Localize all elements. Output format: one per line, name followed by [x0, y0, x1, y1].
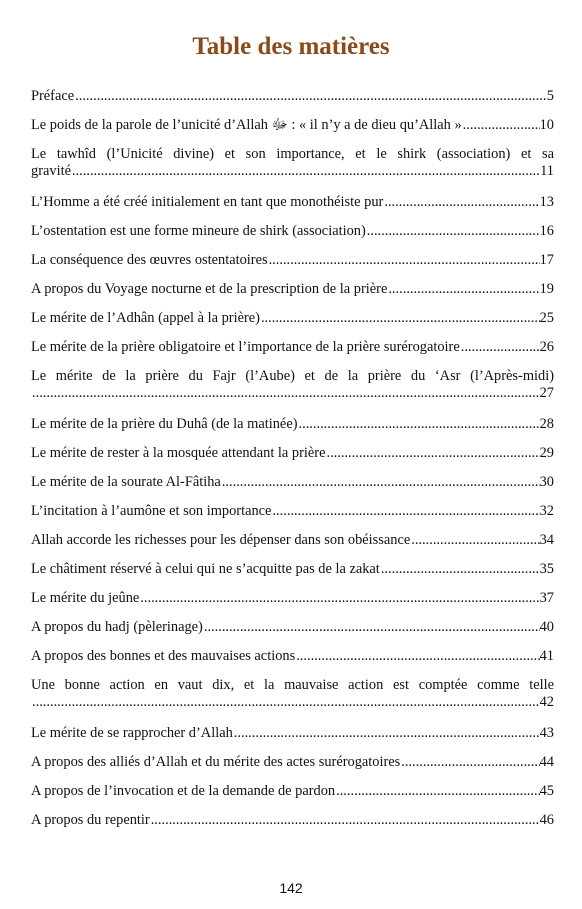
toc-entry-title: Le tawhîd (l’Unicité divine) et son importance, et le shirk (association) et sa: [31, 146, 554, 162]
toc-entry[interactable]: [31, 561, 554, 578]
toc-page-number: 35: [539, 561, 554, 577]
toc-page-number: 16: [539, 223, 554, 239]
toc-entry-title: A propos des bonnes et des mauvaises actions: [31, 648, 296, 664]
toc-page-number: 34: [539, 532, 554, 548]
toc-entry-title: Le mérite de l’Adhân (appel à la prière): [31, 310, 260, 326]
toc-entry-title: A propos des alliés d’Allah et du mérite des actes surérogatoires: [31, 754, 401, 770]
toc-entry-title: Le poids de la parole de l’unicité d’Allah ﷻ : « il n’y a de dieu qu’Allah »: [31, 117, 462, 133]
toc-entry-title: Une bonne action en vaut dix, et la mauvaise action est comptée comme telle: [31, 677, 554, 693]
toc-leader: [400, 754, 539, 771]
toc-page-number: 19: [539, 281, 554, 297]
toc-entry[interactable]: [31, 648, 554, 665]
toc-page-number: 37: [539, 590, 554, 606]
toc-entry-title: A propos du hadj (pèlerinage): [31, 619, 203, 635]
toc-leader: [260, 310, 540, 327]
toc-entry-title: A propos du repentir: [31, 812, 150, 828]
toc-leader: [150, 812, 540, 829]
toc-entry[interactable]: [31, 223, 554, 240]
toc-leader: [139, 590, 539, 607]
toc-entry-title-continued: gravité: [31, 163, 71, 179]
toc-page-number: 43: [539, 725, 554, 741]
toc-leader: [380, 561, 540, 578]
toc-leader: [221, 474, 540, 491]
toc-page-number: 30: [539, 474, 554, 490]
toc-page-number: 40: [539, 619, 554, 635]
toc-entry[interactable]: [31, 310, 554, 327]
toc-page-number: 45: [539, 783, 554, 799]
page-title: Table des matières: [192, 33, 390, 60]
toc-entry[interactable]: [31, 194, 554, 211]
toc-entry-title: La conséquence des œuvres ostentatoires: [31, 252, 268, 268]
toc-entry-title: Allah accorde les richesses pour les dépenser dans son obéissance: [31, 532, 411, 548]
toc-entry-title: Le mérite du jeûne: [31, 590, 140, 606]
toc-entry[interactable]: [31, 146, 554, 180]
toc-entry[interactable]: [31, 619, 554, 636]
toc-entry[interactable]: [31, 812, 554, 829]
toc-entry-title: L’incitation à l’aumône et son importance: [31, 503, 272, 519]
toc-entry-title: Le mérite de rester à la mosquée attendant la prière: [31, 445, 326, 461]
toc-leader: [325, 445, 539, 462]
toc-entry-title: A propos de l’invocation et de la demande de pardon: [31, 783, 336, 799]
toc-entry[interactable]: [31, 117, 554, 134]
toc-page-number: 11: [540, 163, 554, 179]
toc-leader: [298, 416, 540, 433]
toc-leader: [366, 223, 540, 240]
toc-entry-title: A propos du Voyage nocturne et de la prescription de la prière: [31, 281, 388, 297]
toc-page-number: 29: [539, 445, 554, 461]
toc-entry[interactable]: [31, 88, 554, 105]
toc-leader: [410, 532, 539, 549]
toc-entry-title: Le mérite de la sourate Al-Fâtiha: [31, 474, 221, 490]
toc-entry[interactable]: [31, 252, 554, 269]
toc-entry-title: Le mérite de la prière du Duhâ (de la matinée): [31, 416, 298, 432]
toc-leader: [271, 503, 539, 520]
toc-page-number: 28: [539, 416, 554, 432]
toc-leader: [387, 281, 539, 298]
toc-leader: [460, 339, 540, 356]
toc-entry-title: Le châtiment réservé à celui qui ne s’acquitte pas de la zakat: [31, 561, 380, 577]
toc-page-number: 44: [539, 754, 554, 770]
toc-leader: [31, 694, 540, 711]
toc-entry[interactable]: [31, 590, 554, 607]
toc-page-number: 46: [539, 812, 554, 828]
toc-page-number: 27: [539, 385, 554, 401]
toc-entry-title: Préface: [31, 88, 75, 104]
toc-entry[interactable]: [31, 416, 554, 433]
toc-page-number: 10: [539, 117, 554, 133]
toc-entry-title: Le mérite de se rapprocher d’Allah: [31, 725, 233, 741]
toc-page-number: 42: [539, 694, 554, 710]
toc-entry-title: Le mérite de la prière du Fajr (l’Aube) et de la prière du ‘Asr (l’Après-midi): [31, 368, 554, 384]
toc-page-number: 5: [546, 88, 554, 104]
toc-leader: [74, 88, 547, 105]
toc-page-number: 26: [539, 339, 554, 355]
toc-entry[interactable]: [31, 445, 554, 462]
toc-leader: [462, 117, 540, 134]
toc-page-number: 13: [539, 194, 554, 210]
toc-entry[interactable]: [31, 677, 554, 711]
toc-page-number: 17: [539, 252, 554, 268]
toc-page-number: 41: [539, 648, 554, 664]
toc-entry[interactable]: [31, 754, 554, 771]
toc-leader: [233, 725, 540, 742]
toc-entry[interactable]: [31, 503, 554, 520]
toc-entry[interactable]: [31, 368, 554, 402]
toc-leader: [335, 783, 540, 800]
toc-entry[interactable]: [31, 339, 554, 356]
toc-leader: [383, 194, 539, 211]
toc-leader: [295, 648, 539, 665]
toc-entry[interactable]: [31, 281, 554, 298]
toc-leader: [268, 252, 540, 269]
toc-leader: [71, 163, 540, 180]
toc-leader: [203, 619, 540, 636]
toc-entry-title: Le mérite de la prière obligatoire et l’importance de la prière surérogatoire: [31, 339, 460, 355]
toc-entry-title: L’Homme a été créé initialement en tant que monothéiste pur: [31, 194, 384, 210]
toc-page-number: 25: [539, 310, 554, 326]
toc-page-number: 32: [539, 503, 554, 519]
toc-leader: [31, 385, 540, 402]
toc-entry[interactable]: [31, 532, 554, 549]
toc-entry[interactable]: [31, 474, 554, 491]
page-number: 142: [279, 880, 303, 896]
toc-entry[interactable]: [31, 783, 554, 800]
toc-entry[interactable]: [31, 725, 554, 742]
toc-entry-title: L’ostentation est une forme mineure de shirk (association): [31, 223, 366, 239]
